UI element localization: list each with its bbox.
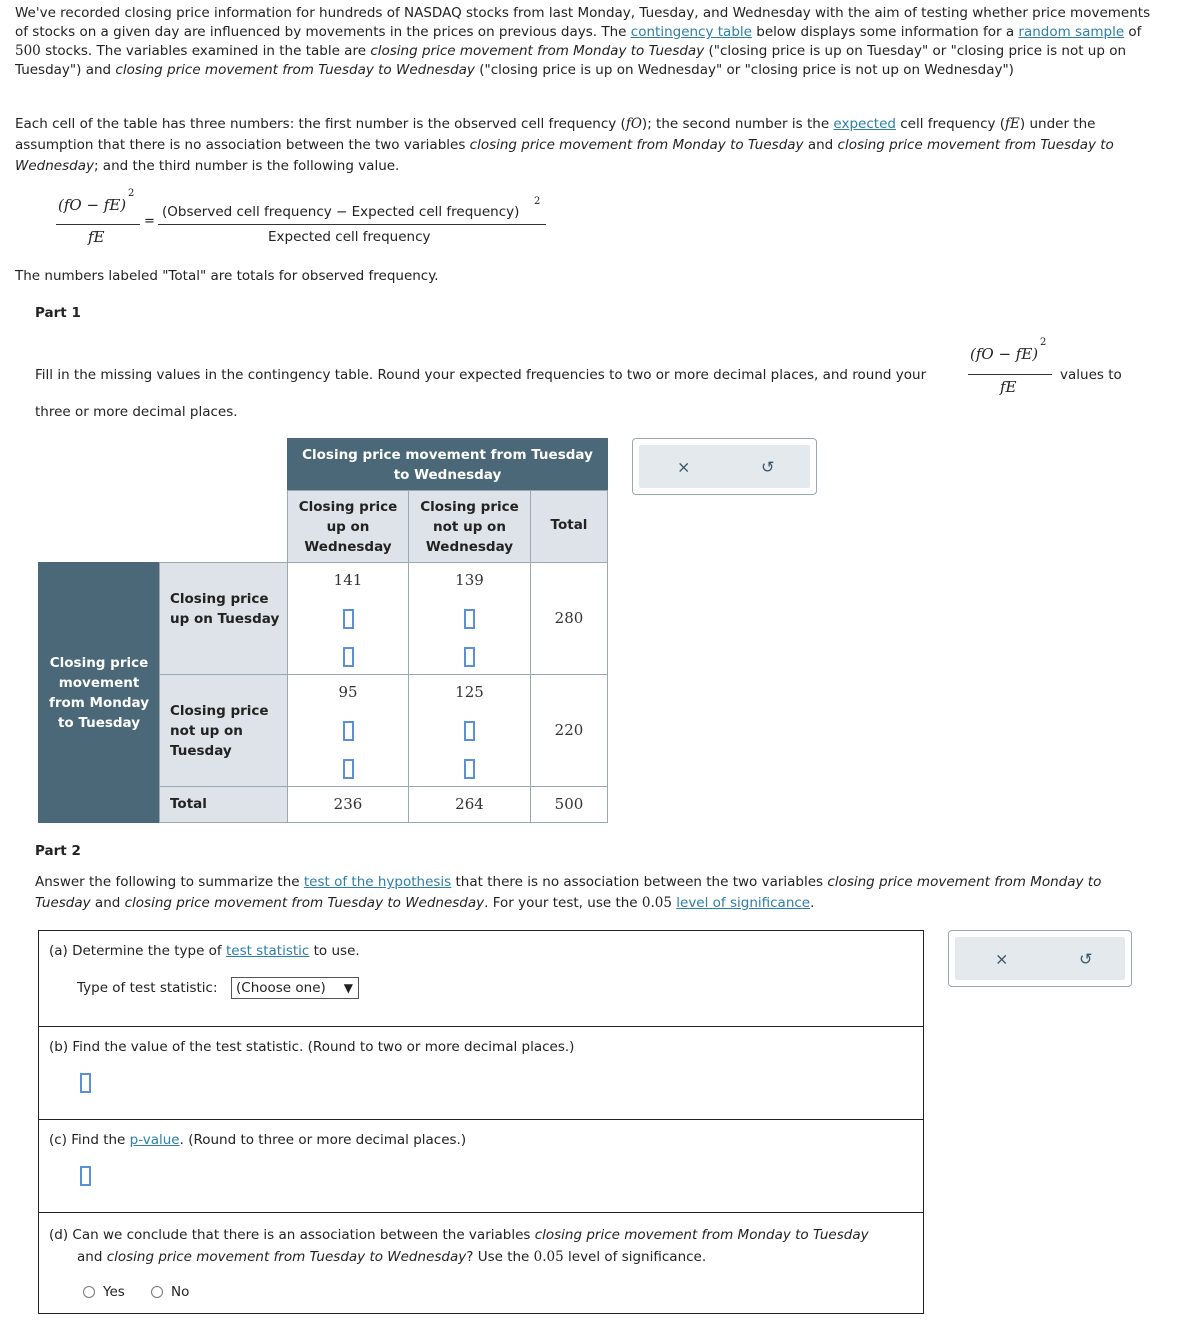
col-header-not-up-wed: Closing price not up on Wednesday (408, 490, 531, 563)
row-header-total: Total (159, 786, 288, 823)
level-of-significance-link[interactable]: level of significance (676, 895, 811, 911)
chi-input-r1-c2[interactable] (464, 647, 475, 667)
cell-r2-total: 220 (530, 674, 608, 787)
chi-input-r2-c1[interactable] (343, 759, 354, 779)
part2-heading: Part 2 (35, 843, 81, 859)
chi-input-r1-c1[interactable] (343, 647, 354, 667)
row-header-not-up-tue: Closing price not up on Tuesday (159, 674, 288, 787)
cell-total-c2: 264 (408, 786, 531, 823)
test-statistic-link[interactable]: test statistic (225, 943, 310, 959)
cell-r2-c1: 95 (287, 674, 409, 787)
expected-link[interactable]: expected (833, 116, 896, 132)
clear-icon[interactable]: × (677, 457, 691, 476)
intro-paragraph-2: Each cell of the table has three numbers: the first number is the observed cell frequency (fO); the second number is the expected cell frequency (fE) under the assumption that there is no association between the two variables closing price movement from Monday to Tuesday and closing price movement from Tuesday to Wednesday; and the third number is the following value. (15, 116, 1114, 174)
random-sample-link[interactable]: random sample (1018, 24, 1125, 40)
expected-input-r1-c1[interactable] (343, 609, 354, 629)
col-header-up-wed: Closing price up on Wednesday (287, 490, 409, 563)
expected-input-r2-c2[interactable] (464, 721, 475, 741)
part2-intro: Answer the following to summarize the test of the hypothesis that there is no association between the two variables closing price movement from Monday to Tuesday and closing price movement from Tuesday to Wednesday. For your test, use the 0.05 level of significance. (35, 874, 1102, 911)
contingency-table-link[interactable]: contingency table (630, 24, 752, 40)
p-value-input[interactable] (80, 1166, 91, 1186)
clear-icon[interactable]: × (995, 949, 1009, 968)
question-a: (a) Determine the type of test statistic to use. Type of test statistic: (Choose one) ▼ (38, 930, 924, 1027)
radio-no[interactable] (151, 1286, 163, 1298)
expected-input-r1-c2[interactable] (464, 609, 475, 629)
col-header-total: Total (530, 490, 608, 563)
chi-input-r2-c2[interactable] (464, 759, 475, 779)
dropdown-arrow-icon: ▼ (343, 981, 353, 995)
cell-grand-total: 500 (530, 786, 608, 823)
cell-r1-c2: 139 (408, 562, 531, 675)
cell-total-c1: 236 (287, 786, 409, 823)
expected-input-r2-c1[interactable] (343, 721, 354, 741)
cell-r2-c2: 125 (408, 674, 531, 787)
part1-instructions: Fill in the missing values in the contingency table. Round your expected frequencies to two or more decimal places, and round your (35, 367, 927, 383)
row-header-up-tue: Closing price up on Tuesday (159, 562, 288, 675)
row-group-header: Closing price movement from Monday to Tuesday (38, 562, 160, 823)
undo-icon[interactable]: ↺ (1079, 949, 1093, 968)
test-of-hypothesis-link[interactable]: test of the hypothesis (303, 874, 452, 890)
question-b: (b) Find the value of the test statistic. (Round to two or more decimal places.) (38, 1026, 924, 1120)
p-value-link[interactable]: p-value (129, 1132, 180, 1148)
part1-tool-panel (632, 438, 817, 495)
question-c: (c) Find the p-value. (Round to three or more decimal places.) (38, 1119, 924, 1213)
part2-tool-panel (948, 930, 1132, 987)
test-statistic-input[interactable] (80, 1073, 91, 1093)
col-group-header: Closing price movement from Tuesday to Wednesday (287, 438, 608, 490)
part1-heading: Part 1 (35, 305, 81, 321)
cell-r1-c1: 141 (287, 562, 409, 675)
test-statistic-select[interactable]: (Choose one) ▼ (231, 977, 359, 999)
undo-icon[interactable]: ↺ (761, 457, 775, 476)
question-d: (d) Can we conclude that there is an association between the variables closing price movement from Monday to Tuesday and closing price movement from Tuesday to Wednesday? Use the 0.05 level of significance. Yes No (38, 1212, 924, 1314)
cell-r1-total: 280 (530, 562, 608, 675)
totals-note: The numbers labeled "Total" are totals for observed frequency. (15, 268, 439, 284)
intro-paragraph-1: We've recorded closing price information for hundreds of NASDAQ stocks from last Monday, Tuesday, and Wednesday with the aim of testing whether price movements of stocks on a given day are influenced by movements in the prices on previous days. The contingency table below displays some information for a random sample of 500 stocks. The variables examined in the table are closing price movement from Monday to Tuesday ("closing price is up on Tuesday" or "closing price is not up on Tuesday") and closing price movement from Tuesday to Wednesday ("closing price is up on Wednesday" or "closing price is not up on Wednesday") (15, 5, 1151, 78)
radio-yes[interactable] (83, 1286, 95, 1298)
